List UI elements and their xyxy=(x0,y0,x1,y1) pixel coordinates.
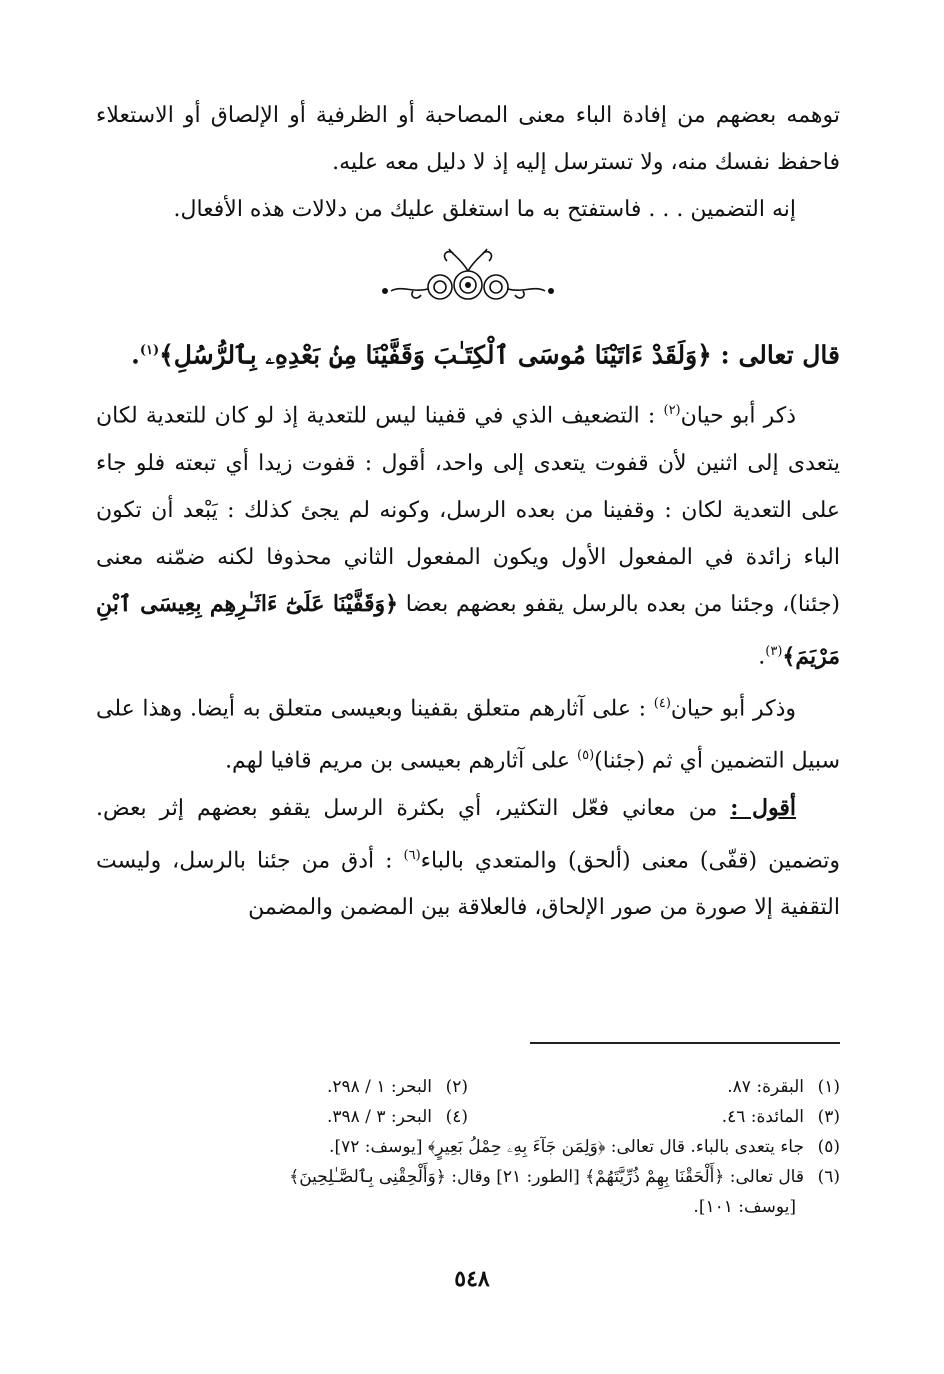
footnote-ref-3: (٣) xyxy=(765,643,783,659)
footnote-ref-5: (٥) xyxy=(577,748,595,764)
paragraph-3-part-b: : التضعيف الذي في قفينا ليس للتعدية إذ لو كان للتعدية لكان يتعدى إلى اثنين لأن قفوت يتعدى إلى واحد، أقول : قفوت زيدا أي تبعته فلو جاء على التعدية لكان : وقفينا من بعده الرسل، وكونه لم يجئ كذلك : يَبْعد أن تكون الباء زائدة في المفعول الأول ويكون المفعول الثاني محذوفا لكنه ضمّنه معنى (جئنا)، وجئنا من بعده بالرسل يقفو بعضهم بعضا xyxy=(96,403,840,617)
paragraph-5-part-a: من معاني فعّل التكثير، أي بكثرة الرسل يقفو بعضهم إثر بعض. وتضمين (قفّى) معنى (ألحق) والمتعدي بالباء xyxy=(96,795,841,873)
footnote-ref-2: (٢) xyxy=(663,403,681,419)
paragraph-1: توهمه بعضهم من إفادة الباء معنى المصاحبة أو الظرفية أو الإلصاق أو الاستعلاء فاحفظ نفسك منه، ولا تسترسل إليه إذ لا دليل معه عليه. xyxy=(96,103,840,175)
page-number: ٥٤٨ xyxy=(454,1266,490,1292)
paragraph-5-part-b: : أدق من جئنا بالرسل، وليست التقفية إلا صورة من صور الإلحاق، فالعلاقة بين المضمن والمضمن xyxy=(96,847,840,920)
footnote-3-text: المائدة: ٤٦. xyxy=(721,1107,804,1127)
paragraph-3-verse: ﴿وَقَفَّيْنَا عَلَىٰٓ ءَاثَـٰرِهِم بِعِيسَى ٱبْنِ مَرْيَمَ﴾ xyxy=(96,590,840,669)
footnote-6 xyxy=(96,1162,840,1192)
footnote-ref-6: (٦) xyxy=(403,847,421,863)
floral-ornament-icon xyxy=(96,245,840,315)
footnote-6-text: قال تعالى: ﴿أَلْحَقْنَا بِهِمْ ذُرِّيَّتَهُمْ﴾ [الطور: ٢١] وقال: ﴿وَأَلْحِقْنِى بِٱلصَّـٰلِحِينَ﴾ xyxy=(289,1167,804,1187)
paragraph-5 xyxy=(96,785,840,931)
footnote-3-number: (٣) xyxy=(817,1107,840,1127)
footnote-2-text: البحر: ١ / ٢٩٨. xyxy=(326,1077,432,1097)
paragraph-4-part-c: على آثارهم بعيسى بن مريم قافيا لهم. xyxy=(225,748,571,774)
footnote-6-continuation: [يوسف: ١٠١]. xyxy=(693,1197,796,1217)
paragraph-5-label: أقول : xyxy=(730,794,797,821)
paragraph-4 xyxy=(96,680,840,785)
footnote-ref-1: (١) xyxy=(139,343,160,358)
footnote-1-text: البقرة: ٨٧. xyxy=(727,1077,804,1097)
footnote-1-number: (١) xyxy=(817,1077,840,1097)
paragraph-4-part-b: : على آثارهم متعلق بقفينا وبعيسى متعلق به أيضا. وهذا على سبيل التضمين أي ثم (جئنا) xyxy=(96,696,840,774)
footnote-4-text: البحر: ٣ / ٣٩٨. xyxy=(326,1107,432,1127)
footnote-ref-4: (٤) xyxy=(653,695,671,711)
paragraph-3-part-a: ذكر أبو حيان xyxy=(680,403,797,429)
heading-prefix: قال تعالى : xyxy=(720,340,840,370)
footnote-4 xyxy=(96,1102,468,1132)
footnote-1 xyxy=(468,1072,840,1102)
footnotes xyxy=(96,1072,840,1222)
verse-heading: قال تعالى : ﴿وَلَقَدْ ءَاتَيْنَا مُوسَى ٱلْكِتَـٰبَ وَقَفَّيْنَا مِنۢ بَعْدِهِۦ بِٱلرُّسُلِ﴾$^{(١)}$. xyxy=(131,340,840,370)
footnote-5-text: جاء يتعدى بالباء. قال تعالى: ﴿وَلِمَن جَآءَ بِهِۦ حِمْلُ بَعِيرٍ﴾ [يوسف: ٧٢]. xyxy=(329,1137,804,1157)
heading-verse: ﴿وَلَقَدْ ءَاتَيْنَا مُوسَى ٱلْكِتَـٰبَ وَقَفَّيْنَا مِنۢ بَعْدِهِۦ بِٱلرُّسُلِ﴾ xyxy=(159,340,712,370)
paragraph-2: إنه التضمين . . . فاستفتح به ما استغلق عليك من دلالات هذه الأفعال. xyxy=(173,197,796,222)
paragraph-4-part-a: وذكر أبو حيان xyxy=(670,696,796,722)
footnote-2 xyxy=(96,1072,468,1102)
footnote-5 xyxy=(96,1132,840,1162)
footnote-4-number: (٤) xyxy=(445,1107,468,1127)
page-body xyxy=(96,92,840,931)
footnote-2-number: (٢) xyxy=(445,1077,468,1097)
footnote-3 xyxy=(468,1102,840,1132)
footnote-separator xyxy=(530,1042,840,1044)
paragraph-3: ذكر أبو حيان$^{(٢)}$ : التضعيف الذي في قفينا ليس للتعدية إذ لو كان للتعدية لكان يتعدى إلى اثنين لأن قفوت يتعدى إلى واحد، أقول : قفوت زيدا أي تبعته فلو جاء على التعدية لكان : وقفينا من بعده الرسل، وكونه لم يجئ كذلك : يَبْعد أن تكون الباء زائدة في المفعول الأول ويكون المفعول الثاني محذوفا لكنه ضمّنه معنى (جئنا)، وجئنا من بعده بالرسل يقفو بعضهم بعضا ﴿وَقَفَّيْنَا عَلَىٰٓ ءَاثَـٰرِهِم بِعِيسَى ٱبْنِ مَرْيَمَ﴾$^{(٣)}$. xyxy=(96,403,840,669)
footnote-6-number: (٦) xyxy=(817,1167,840,1187)
footnote-5-number: (٥) xyxy=(817,1137,840,1157)
